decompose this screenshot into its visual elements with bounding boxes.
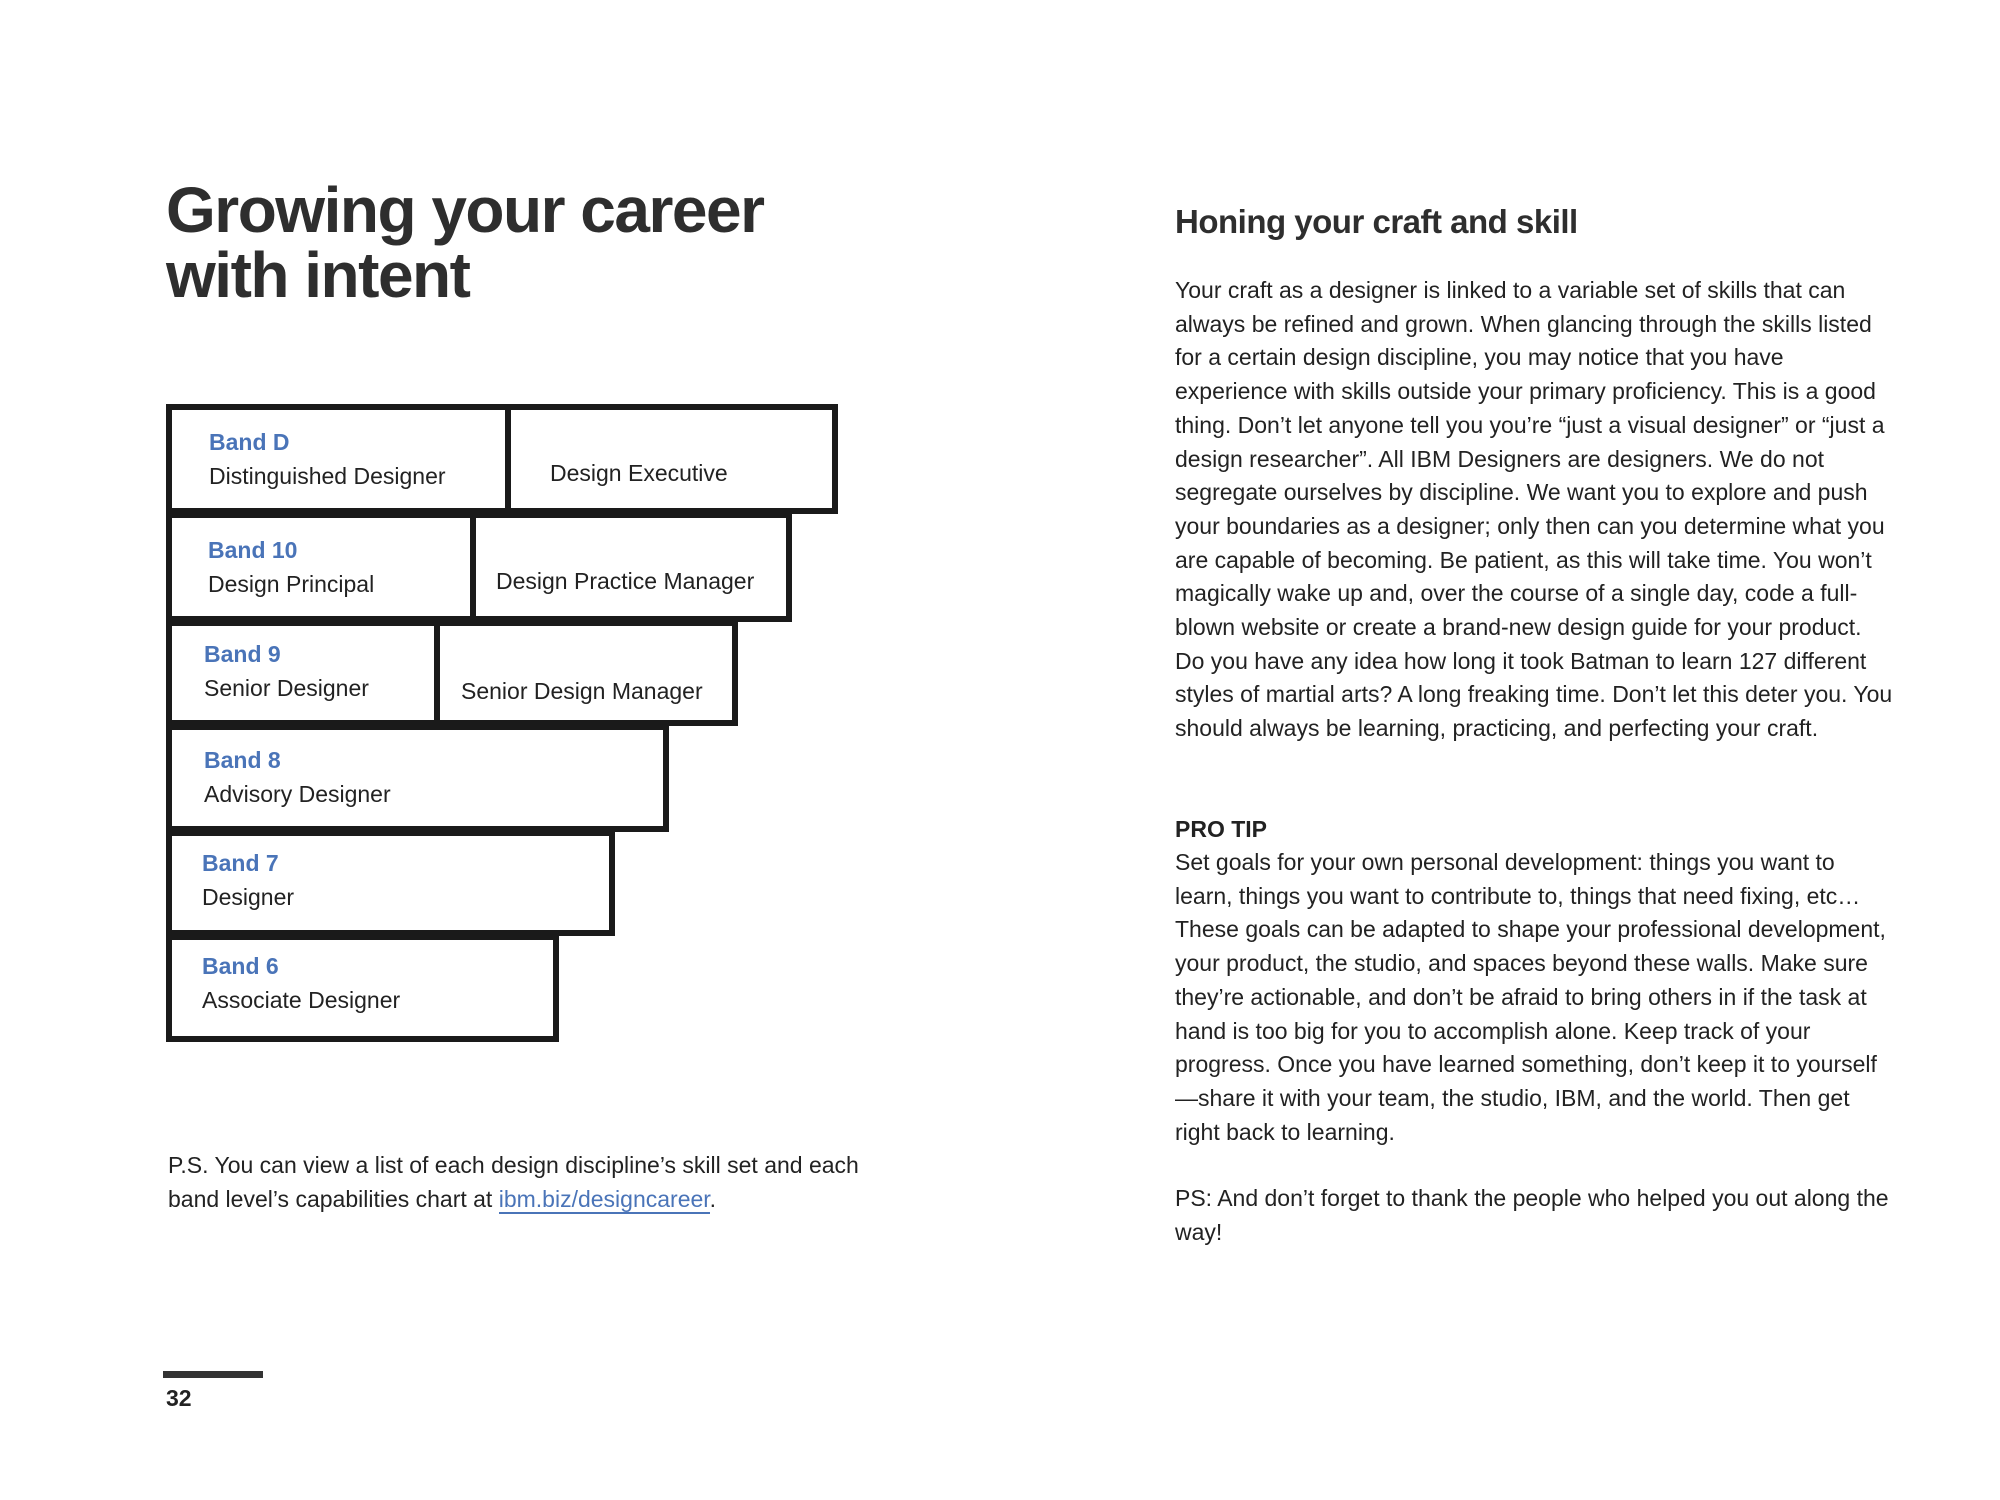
pro-tip-paragraph: Set goals for your own personal development: things you want to learn, things you want to contribute to, things that need fixing, etc… These goals can be adapted to shape your professional development, your product, the studio, and spaces beyond these walls. Make sure they’re actionable, and don’t be afraid to bring others in if the task at hand is too big for you to accomplish alone. Keep track of your progress. Once you have learned something, don’t keep it to yourself—share it with your team, the studio, IBM, and the world. Then get right back to learning. (1175, 849, 1886, 1145)
band-6-label: Band 6 (202, 953, 279, 979)
band-7-box (166, 830, 615, 936)
design-career-link[interactable]: ibm.biz/designcareer (498, 1186, 710, 1212)
band-d-role: Distinguished Designer (209, 463, 446, 489)
page-number: 32 (166, 1385, 192, 1411)
page-title (166, 174, 764, 311)
ps-note (168, 1148, 868, 1216)
band-d-manager: Design Executive (550, 460, 728, 486)
pro-tip-label: PRO TIP (1175, 816, 1268, 842)
band-10-role: Design Principal (208, 571, 375, 597)
title-line-2: with intent (166, 239, 470, 311)
band-10-manager: Design Practice Manager (496, 568, 755, 594)
band-8-role: Advisory Designer (204, 781, 391, 807)
band-9-manager-box (434, 620, 738, 726)
band-d-box (166, 404, 511, 514)
footer-rule (163, 1371, 263, 1378)
ps-paragraph: PS: And don’t forget to thank the people who helped you out along the way! (1175, 1185, 1889, 1245)
craft-paragraph: Your craft as a designer is linked to a variable set of skills that can always be refined and grown. When glancing through the skills listed for a certain design discipline, you may notice that you have experience with skills outside your primary proficiency. This is a good thing. Don’t let anyone tell you you’re “just a visual designer” or “just a design researcher”. All IBM Designers are designers. We do not segregate ourselves by discipline. We want you to explore and push your boundaries as a designer; only then can you determine what you are capable of becoming. Be patient, as this will take time. You won’t magically wake up and, over the course of a single day, code a full-blown website or create a brand-new design guide for your product. Do you have any idea how long it took Batman to learn 127 different styles of martial arts? A long freaking time. Don’t let this deter you. You should always be learning, practicing, and perfecting your craft. (1175, 277, 1893, 742)
band-d-manager-box (505, 404, 838, 514)
band-9-label: Band 9 (204, 641, 281, 667)
right-column (1175, 200, 1893, 1245)
title-line-1: Growing your career (166, 174, 764, 246)
band-10-manager-box (470, 512, 792, 622)
band-9-role: Senior Designer (204, 675, 369, 701)
band-d-label: Band D (209, 429, 290, 455)
band-7-role: Designer (202, 884, 295, 910)
band-8-label: Band 8 (204, 747, 281, 773)
band-9-box (166, 620, 440, 726)
section-heading: Honing your craft and skill (1175, 203, 1578, 240)
band-7-label: Band 7 (202, 850, 279, 876)
band-10-box (166, 512, 476, 622)
band-6-role: Associate Designer (202, 987, 401, 1013)
band-8-box (166, 724, 669, 832)
ps-note-text: P.S. You can view a list of each design discipline’s skill set and each band level’s capabilities chart at (168, 1152, 859, 1212)
band-10-label: Band 10 (208, 537, 298, 563)
ps-note-end: . (709, 1186, 717, 1212)
band-9-manager: Senior Design Manager (461, 678, 703, 704)
